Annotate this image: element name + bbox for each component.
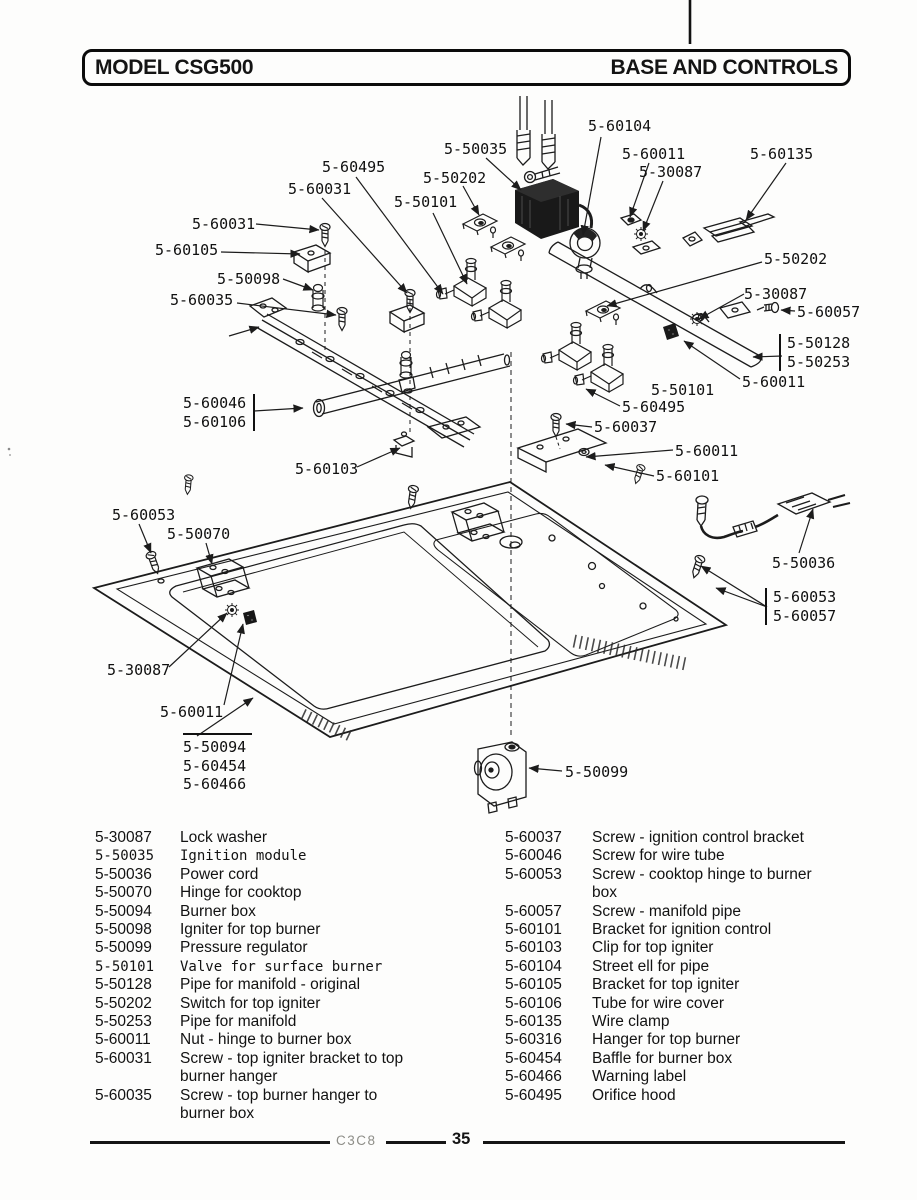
part-callout: 5-60135: [750, 145, 814, 163]
part-description: Orifice hood: [592, 1086, 676, 1104]
part-callout: 5-60031: [192, 215, 256, 233]
part-description: Bracket for ignition control: [592, 921, 772, 939]
part-callout: 5-60011: [742, 373, 806, 391]
footer-code: C3C8: [336, 1133, 377, 1148]
parts-list-row: [95, 921, 490, 939]
parts-list-row: [95, 866, 490, 884]
parts-list-row: [505, 847, 907, 865]
part-number: 5-60046: [505, 847, 562, 865]
part-description: Hinge for cooktop: [180, 884, 302, 902]
footer-rule-left: [90, 1141, 330, 1144]
part-number: 5-60135: [505, 1013, 562, 1031]
part-description: Screw - ignition control bracket: [592, 829, 804, 846]
parts-list-row: [95, 1031, 490, 1049]
parts-list-row: [95, 903, 490, 921]
part-callout: 5-60106: [183, 412, 247, 431]
part-callout: 5-30087: [639, 163, 703, 181]
part-description: Valve for surface burner: [180, 958, 383, 975]
part-description: Hanger for top burner: [592, 1031, 741, 1049]
page-number: 35: [452, 1130, 471, 1148]
part-callout: 5-30087: [744, 285, 808, 303]
part-number: 5-50070: [95, 884, 152, 902]
part-description: Tube for wire cover: [592, 994, 725, 1012]
part-description: Baffle for burner box: [592, 1049, 733, 1067]
part-description: Pipe for manifold: [180, 1013, 297, 1031]
part-number: 5-60057: [505, 902, 562, 920]
part-number: 5-60454: [505, 1049, 562, 1067]
part-description: Screw - cooktop hinge to burner box: [592, 865, 812, 902]
parts-list-row: [95, 829, 490, 847]
part-callout: 5-60053: [773, 588, 837, 606]
part-callout: 5-50070: [167, 525, 231, 543]
part-description: Igniter for top burner: [180, 921, 321, 939]
part-description: Lock washer: [180, 829, 268, 846]
part-number: 5-50036: [95, 865, 152, 883]
part-description: Wire clamp: [592, 1013, 670, 1031]
part-number: 5-50128: [95, 976, 152, 994]
part-description: Clip for top igniter: [592, 939, 714, 957]
parts-list-row: [95, 958, 490, 976]
parts-list-row: [505, 903, 907, 921]
parts-list-row: [95, 976, 490, 994]
part-callout: 5-60035: [170, 291, 234, 309]
part-callout: 5-50036: [772, 554, 836, 572]
part-callout: 5-50101: [394, 193, 458, 211]
part-callout: 5-60057: [797, 303, 861, 321]
part-callout: 5-60031: [288, 180, 352, 198]
part-callout: 5-50101: [651, 381, 715, 399]
part-callout: 5-50202: [423, 169, 487, 187]
parts-list-row: [505, 976, 907, 994]
part-description: Ignition module: [180, 848, 307, 865]
part-callout: 5-50035: [444, 140, 508, 158]
part-description: Screw - manifold pipe: [592, 902, 742, 920]
part-callout: 5-50128: [787, 334, 851, 352]
part-callout: 5-50253: [787, 352, 851, 371]
parts-list-row: [505, 1087, 907, 1105]
part-number: 5-60101: [505, 921, 562, 939]
part-callout-group: [183, 394, 255, 431]
parts-list-row: [505, 866, 907, 903]
part-callout: 5-30087: [107, 661, 171, 679]
parts-list-row: [505, 995, 907, 1013]
parts-list-row: [505, 921, 907, 939]
part-description: Power cord: [180, 865, 259, 883]
parts-list-row: [95, 939, 490, 957]
part-number: 5-60053: [505, 865, 562, 883]
part-number: 5-50253: [95, 1013, 152, 1031]
parts-list-left: [95, 829, 490, 1124]
part-callout-group: [765, 588, 836, 625]
parts-list-row: [95, 1013, 490, 1031]
part-callout: 5-60037: [594, 418, 658, 436]
part-number: 5-50035: [95, 848, 155, 865]
part-callout: 5-60454: [183, 756, 247, 775]
parts-list-row: [505, 829, 907, 847]
part-number: 5-60105: [505, 976, 562, 994]
part-number: 5-50202: [95, 994, 152, 1012]
part-number: 5-60031: [95, 1049, 152, 1067]
part-description: Screw - top igniter bracket to top burner hanger: [180, 1049, 404, 1086]
part-number: 5-50099: [95, 939, 152, 957]
parts-list-row: [95, 847, 490, 865]
part-callout: 5-60101: [656, 467, 720, 485]
part-number: 5-60104: [505, 957, 562, 975]
part-callout: 5-60105: [155, 241, 219, 259]
part-callout-group: [183, 733, 252, 794]
footer-rule-mid: [386, 1141, 446, 1144]
part-number: 5-60103: [505, 939, 562, 957]
part-number: 5-30087: [95, 829, 152, 846]
part-description: Burner box: [180, 902, 256, 920]
part-number: 5-60316: [505, 1031, 562, 1049]
part-number: 5-60495: [505, 1086, 562, 1104]
part-callout: 5-60011: [160, 703, 224, 721]
parts-list-row: [95, 884, 490, 902]
part-number: 5-60106: [505, 994, 562, 1012]
part-description: Street ell for pipe: [592, 957, 710, 975]
parts-list-row: [505, 1068, 907, 1086]
part-callout: 5-60104: [588, 117, 652, 135]
part-number: 5-50094: [95, 902, 152, 920]
part-number: 5-60037: [505, 829, 562, 846]
part-callout: 5-60495: [622, 398, 686, 416]
part-description: Bracket for top igniter: [592, 976, 740, 994]
part-number: 5-60011: [95, 1031, 151, 1049]
part-callout: 5-50202: [764, 250, 828, 268]
part-callout: 5-60011: [622, 145, 686, 163]
part-description: Nut - hinge to burner box: [180, 1031, 352, 1049]
part-description: Screw for wire tube: [592, 847, 725, 865]
part-callout: 5-60011: [675, 442, 739, 460]
part-callout: 5-50098: [217, 270, 281, 288]
part-description: Switch for top igniter: [180, 994, 321, 1012]
model-title: MODEL CSG500: [95, 55, 254, 79]
parts-list-row: [505, 1050, 907, 1068]
part-description: Pipe for manifold - original: [180, 976, 361, 994]
parts-list-right: [505, 829, 907, 1105]
part-description: Screw - top burner hanger to burner box: [180, 1086, 378, 1123]
parts-list-row: [505, 1031, 907, 1049]
part-callout: 5-60103: [295, 460, 359, 478]
part-callout: 5-60495: [322, 158, 386, 176]
parts-list-row: [505, 1013, 907, 1031]
part-description: Pressure regulator: [180, 939, 308, 957]
parts-list-row: [505, 958, 907, 976]
part-callout: 5-60046: [183, 394, 247, 412]
part-callout: 5-50099: [565, 763, 629, 781]
part-number: 5-60035: [95, 1086, 152, 1104]
parts-list-row: [505, 939, 907, 957]
part-callout: 5-60466: [183, 775, 247, 793]
parts-list-row: [95, 1050, 490, 1087]
part-description: Warning label: [592, 1068, 687, 1086]
parts-list-row: [95, 995, 490, 1013]
part-callout: 5-60053: [112, 506, 176, 524]
section-title: BASE AND CONTROLS: [610, 55, 838, 79]
part-callout-group: [779, 334, 850, 371]
footer-rule-right: [483, 1141, 845, 1144]
part-callout: 5-60057: [773, 606, 837, 625]
part-number: 5-50098: [95, 921, 152, 939]
parts-list-row: [95, 1087, 490, 1124]
part-number: 5-60466: [505, 1068, 562, 1086]
part-number: 5-50101: [95, 958, 155, 975]
part-callout: 5-50094: [183, 738, 247, 756]
